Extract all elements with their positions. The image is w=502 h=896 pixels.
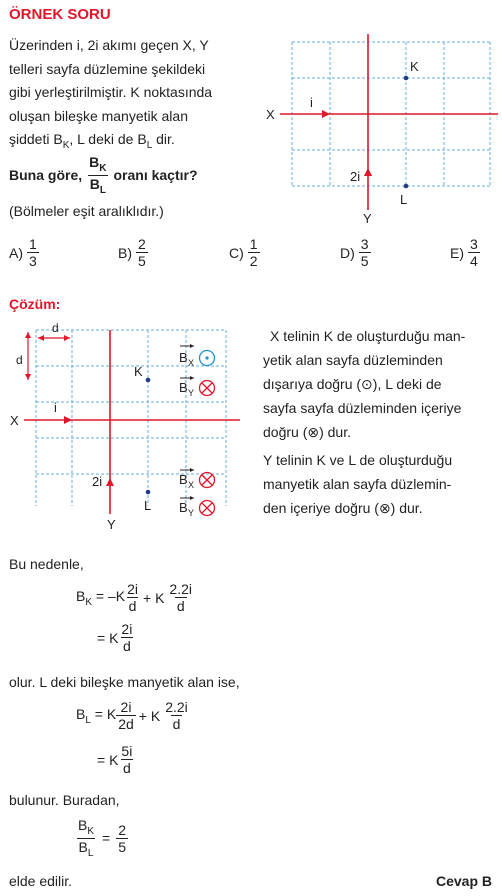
label-x: X: [266, 107, 275, 122]
explanation-line: sayfa sayfa düzleminden içeriye: [263, 400, 462, 416]
dim-arrow-down: [25, 374, 31, 380]
bx-at-l: [179, 468, 215, 490]
frac-num: 5i: [121, 743, 133, 759]
eq-bl1-lhs: $B_L = K$: [76, 705, 117, 726]
option-fraction: [468, 237, 480, 268]
frac-den: d: [122, 638, 131, 654]
label-y: Y: [363, 211, 372, 226]
option-fraction: [136, 237, 148, 268]
option-letter: C): [229, 244, 244, 261]
equation-bl-2: [97, 744, 134, 775]
dim-arrow-right: [64, 335, 70, 341]
label-i: i: [54, 400, 57, 415]
frac-den: 2d: [118, 716, 134, 732]
frac-den: d: [128, 598, 137, 614]
label-d-top: d: [52, 321, 59, 335]
option-letter: B): [118, 244, 132, 261]
explanation-line: doğru (⊗) dur.: [263, 424, 351, 440]
label-x: X: [10, 413, 19, 428]
option-fraction: [359, 237, 371, 268]
question-ask: [9, 155, 198, 196]
ask-suffix: oranı kaçtır?: [113, 167, 198, 184]
svg-text:Y: Y: [188, 388, 195, 398]
question-line-1: Üzerinden i, 2i akımı geçen X, Y: [9, 37, 209, 53]
option-b[interactable]: [118, 237, 148, 268]
label-2i: 2i: [92, 474, 103, 489]
frac-den: 5: [138, 253, 146, 269]
dim-arrow-up: [25, 332, 31, 338]
dim-arrow-left: [38, 335, 44, 341]
frac-num: 2: [138, 236, 146, 252]
frac-den: 5: [118, 838, 126, 855]
current-arrow-y: [106, 478, 114, 486]
svg-text:Y: Y: [188, 508, 195, 518]
equation-bl-1: [76, 700, 190, 731]
explanation-line: den içeriye doğru (⊗) dur.: [263, 500, 423, 516]
explanation-line: manyetik alan sayfa düzlemin-: [263, 476, 452, 492]
frac-num: 2.2i: [169, 581, 192, 597]
answer-label: Cevap B: [435, 873, 492, 889]
current-arrow-y: [364, 168, 372, 176]
eq-bl1-mid: + K: [138, 707, 161, 724]
eq-bk2-lhs: = K: [97, 629, 119, 646]
frac-num: 2i: [121, 621, 133, 637]
label-y: Y: [107, 517, 116, 532]
equation-bk-1: [76, 582, 194, 613]
label-i: i: [310, 95, 313, 110]
frac-den: d: [176, 598, 185, 614]
by-at-l: [179, 496, 215, 518]
frac-den: 2: [249, 253, 258, 269]
frac-num: $B_K$: [78, 817, 95, 837]
svg-text:B: B: [179, 380, 188, 395]
question-line-5: şiddeti $B_K$, L deki de $B_L$ dir.: [9, 131, 175, 151]
option-letter: A): [9, 244, 23, 261]
frac-num: 3: [360, 236, 369, 252]
frac-num: 2: [118, 821, 126, 838]
frac-den: 3: [29, 253, 37, 269]
frac-den: 4: [470, 253, 478, 269]
wire-figure-1: [262, 30, 498, 230]
frac-num: 2i: [127, 581, 139, 597]
ratio-fraction: [87, 155, 108, 196]
frac-den: 5: [360, 253, 369, 269]
eq-bl2-lhs: = K: [97, 751, 119, 768]
frac-num: 1: [249, 236, 258, 252]
svg-text:B: B: [179, 500, 188, 515]
final-eq: =: [102, 830, 111, 847]
option-c[interactable]: [229, 237, 260, 268]
explanation-line: X telinin K de oluşturduğu man-: [270, 328, 466, 344]
question-line-3: gibi yerleştirilmiştir. K noktasında: [9, 84, 213, 100]
frac-num: 2.2i: [165, 699, 188, 715]
final-ratio: [76, 818, 128, 859]
by-at-k: [179, 376, 215, 398]
example-title: ÖRNEK SORU: [9, 6, 111, 23]
option-letter: E): [450, 244, 464, 261]
found-text: bulunur. Buradan,: [9, 792, 120, 808]
solution-title: Çözüm:: [9, 296, 61, 312]
bx-at-k: [179, 344, 215, 368]
svg-text:X: X: [188, 358, 195, 368]
eq-bk1-frac1: [125, 582, 140, 613]
option-a[interactable]: [9, 237, 39, 268]
label-l: L: [144, 498, 152, 513]
obtained-text: elde edilir.: [9, 873, 73, 889]
point-k: [404, 76, 409, 81]
equation-bk-2: [97, 622, 134, 653]
frac-den: d: [172, 716, 181, 732]
label-2i: 2i: [350, 169, 361, 184]
because-text: Bu nedenle,: [9, 556, 84, 572]
label-k: K: [134, 364, 143, 379]
point-l: [404, 184, 409, 189]
svg-text:X: X: [188, 480, 195, 490]
explanation-line: Y telinin K ve L de oluşturduğu: [263, 452, 453, 468]
eq-bk1-mid: + K: [143, 589, 165, 606]
l-intro-text: olur. L deki bileşke manyetik alan ise,: [9, 674, 240, 690]
explanation-line: dışarıya doğru (⊙), L deki de: [263, 376, 442, 392]
eq-bk2-frac: [119, 622, 134, 653]
ratio-den: $B_L$: [89, 175, 106, 196]
eq-bl1-frac1: [116, 700, 136, 731]
point-l: [146, 490, 151, 495]
option-d[interactable]: [340, 237, 371, 268]
frac-den: $B_L$: [78, 838, 94, 859]
label-d-left: d: [16, 353, 23, 367]
svg-text:B: B: [179, 472, 188, 487]
frac-den: d: [122, 760, 131, 776]
question-line-4: oluşan bileşke manyetik alan: [9, 108, 188, 124]
question-line-2: telleri sayfa düzlemine şekildeki: [9, 61, 206, 77]
frac-num: 3: [470, 236, 478, 252]
question-note: (Bölmeler eşit aralıklıdır.): [9, 203, 164, 219]
eq-bk1-lhs: $B_K = -K$: [76, 587, 126, 608]
explanation-line: yetik alan sayfa düzleminden: [263, 352, 443, 368]
option-e[interactable]: [450, 237, 480, 268]
wire-figure-2: [4, 318, 256, 536]
frac-num: 2i: [120, 699, 132, 715]
svg-text:B: B: [179, 350, 188, 365]
ratio-num: $B_K$: [89, 154, 107, 174]
point-k: [146, 378, 151, 383]
option-fraction: [27, 237, 39, 268]
eq-bl1-frac2: [163, 700, 190, 731]
option-letter: D): [340, 244, 355, 261]
label-k: K: [410, 59, 419, 74]
current-arrow-x: [64, 416, 72, 424]
option-fraction: [248, 237, 260, 268]
final-ratio-right: [116, 823, 128, 854]
frac-num: 1: [29, 236, 37, 252]
final-ratio-left: [76, 818, 96, 859]
eq-bk1-frac2: [167, 582, 194, 613]
eq-bl2-frac: [119, 744, 134, 775]
current-arrow-x: [322, 110, 330, 118]
label-l: L: [400, 192, 408, 207]
ask-prefix: Buna göre,: [9, 167, 83, 184]
